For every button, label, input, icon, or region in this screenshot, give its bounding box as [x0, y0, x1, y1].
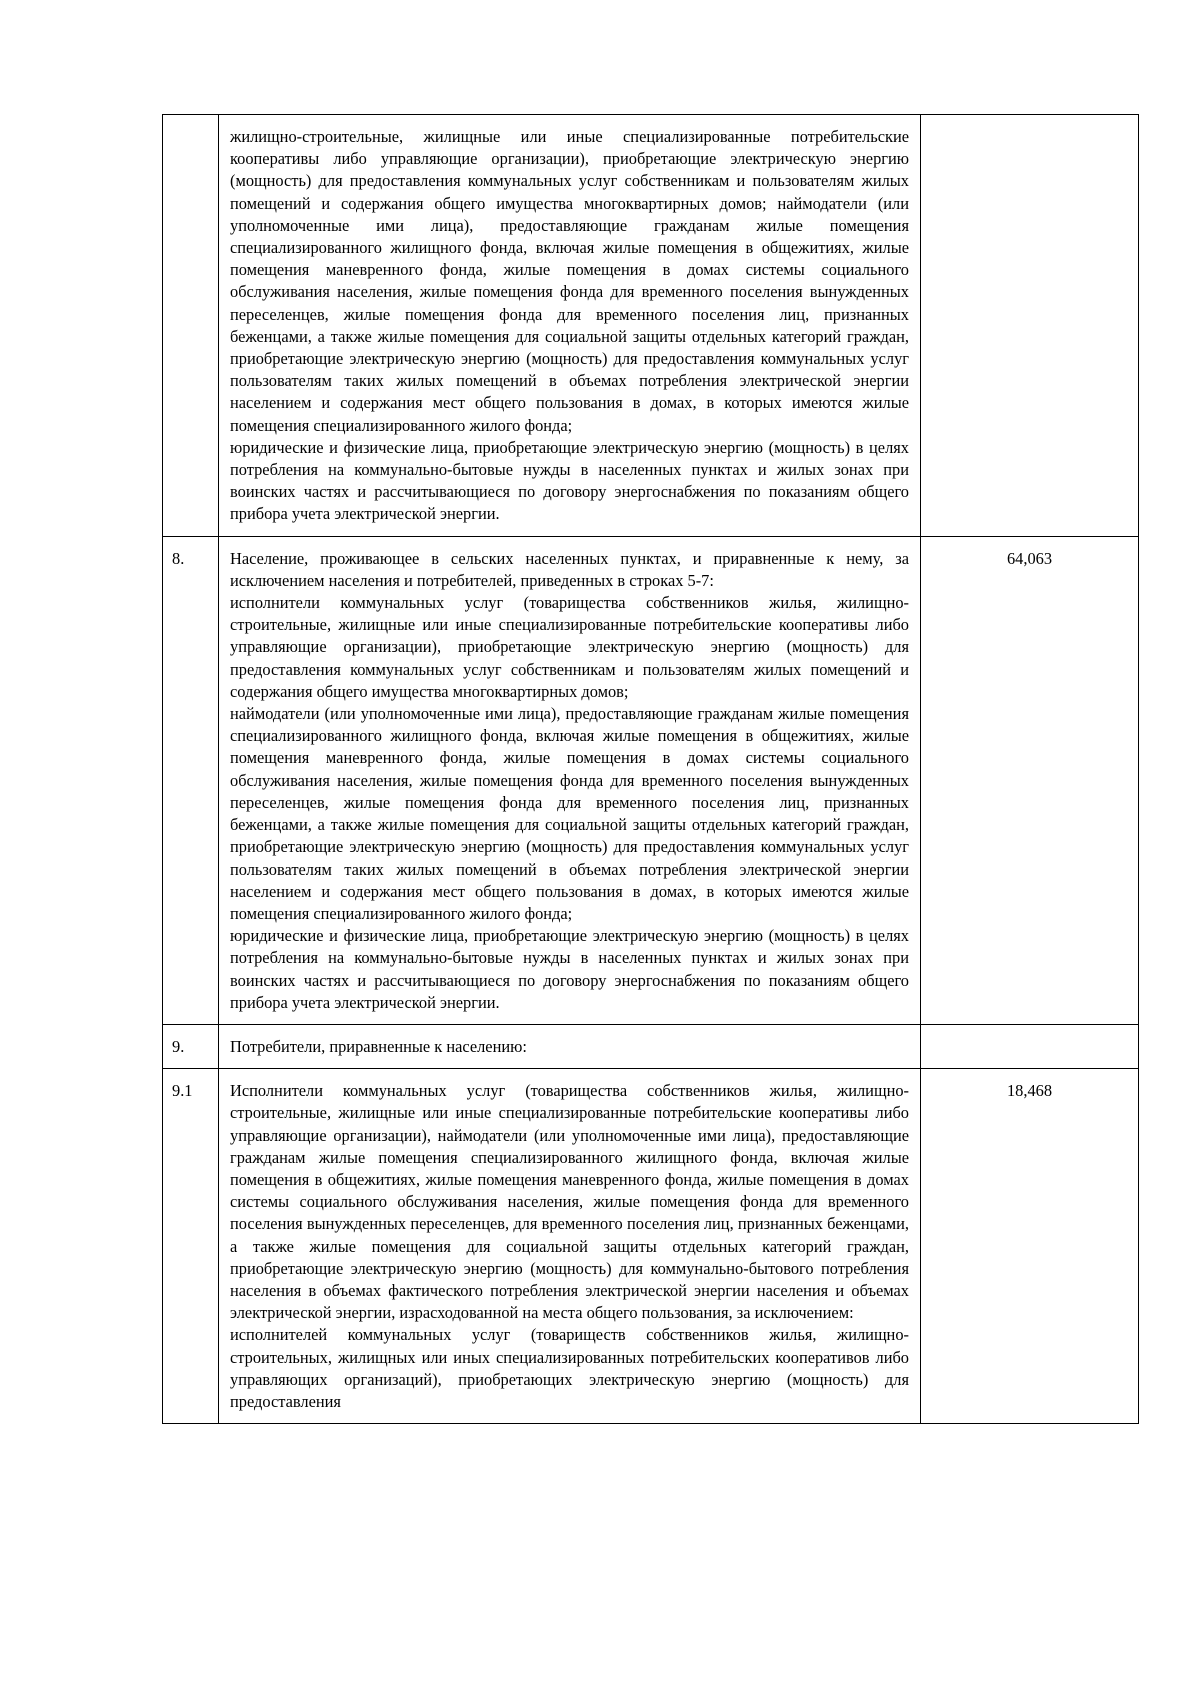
row-value: 64,063 [921, 536, 1139, 1024]
row-paragraph: юридические и физические лица, приобретающие электрическую энергию (мощность) в целях потребления на коммунально-бытовые нужды в населенных пунктах и жилых зонах при воинских частях и рассчитывающиеся по договору энергоснабжения по показаниям общего прибора учета электрической энергии. [230, 926, 909, 1012]
row-number: 9. [163, 1024, 219, 1068]
row-value: 18,468 [921, 1069, 1139, 1424]
row-number [163, 115, 219, 537]
row-description [219, 1069, 921, 1424]
row-paragraph: юридические и физические лица, приобретающие электрическую энергию (мощность) в целях потребления на коммунально-бытовые нужды в населенных пунктах и жилых зонах при воинских частях и рассчитывающиеся по договору энергоснабжения по показаниям общего прибора учета электрической энергии. [230, 437, 909, 524]
row-number: 9.1 [163, 1069, 219, 1424]
row-value [921, 115, 1139, 537]
table-row [163, 1069, 1139, 1424]
table-row [163, 1024, 1139, 1068]
row-description [219, 536, 921, 1024]
row-paragraph: Потребители, приравненные к населению: [230, 1036, 527, 1056]
row-paragraph: Исполнители коммунальных услуг (товарищества собственников жилья, жилищно-строительные, жилищные или иные специализированные потребительские кооперативы либо управляющие организации), наймодатели (или уполномоченные ими лица), предоставляющие гражданам жилые помещения специализированного жилищного фонда, включая жилые помещения в общежитиях, жилые помещения маневренного фонда, жилые помещения в домах системы социального обслуживания населения, жилые помещения фонда для временного поселения вынужденных переселенцев, для временного поселения лиц, признанных беженцами, а также жилые помещения для социальной защиты отдельных категорий граждан, приобретающие электрическую энергию (мощность) для коммунально-бытового потребления населения в объемах фактического потребления электрической энергии населения и объемах электрической энергии, израсходованной на места общего пользования, за исключением: [230, 1081, 909, 1323]
tariff-table [162, 114, 1139, 1424]
row-paragraph: исполнителей коммунальных услуг (товариществ собственников жилья, жилищно-строительных, жилищных или иных специализированных потребительских кооперативов либо управляющих организаций), приобретающих электрическую энергию (мощность) для предоставления [230, 1325, 909, 1411]
table-row [163, 115, 1139, 537]
row-paragraph: исполнители коммунальных услуг (товарищества собственников жилья, жилищно-строительные, жилищные или иные специализированные потребительские кооперативы либо управляющие организации), приобретающие электрическую энергию (мощность) для предоставления коммунальных услуг собственникам и пользователям жилых помещений и содержания общего имущества многоквартирных домов; [230, 593, 909, 701]
row-description [219, 1024, 921, 1068]
row-number: 8. [163, 536, 219, 1024]
table-row [163, 536, 1139, 1024]
row-paragraph: жилищно-строительные, жилищные или иные специализированные потребительские кооперативы либо управляющие организации), приобретающие электрическую энергию (мощность) для предоставления коммунальных услуг собственникам и пользователям жилых помещений и содержания общего имущества многоквартирных домов; наймодатели (или уполномоченные ими лица), предоставляющие гражданам жилые помещения специализированного жилищного фонда, включая жилые помещения в общежитиях, жилые помещения маневренного фонда, жилые помещения в домах системы социального обслуживания населения, жилые помещения фонда для временного поселения вынужденных переселенцев, жилые помещения фонда для временного поселения лиц, признанных беженцами, а также жилые помещения для социальной защиты отдельных категорий граждан, приобретающие электрическую энергию (мощность) для предоставления коммунальных услуг пользователям таких жилых помещений в объемах потребления электрической энергии населением и содержания мест общего пользования в домах, в которых имеются жилые помещения специализированного жилого фонда; [230, 127, 909, 435]
row-description [219, 115, 921, 537]
row-paragraph: наймодатели (или уполномоченные ими лица), предоставляющие гражданам жилые помещения специализированного жилищного фонда, включая жилые помещения в общежитиях, жилые помещения маневренного фонда, жилые помещения в домах системы социального обслуживания населения, жилые помещения фонда для временного поселения вынужденных переселенцев, жилые помещения фонда для временного поселения лиц, признанных беженцами, а также жилые помещения для социальной защиты отдельных категорий граждан, приобретающие электрическую энергию (мощность) для предоставления коммунальных услуг пользователям таких жилых помещений в объемах потребления электрической энергии населением и содержания мест общего пользования в домах, в которых имеются жилые помещения специализированного жилого фонда; [230, 704, 909, 923]
row-paragraph: Население, проживающее в сельских населенных пунктах, и приравненные к нему, за исключением населения и потребителей, приведенных в строках 5-7: [230, 548, 909, 590]
row-value [921, 1024, 1139, 1068]
